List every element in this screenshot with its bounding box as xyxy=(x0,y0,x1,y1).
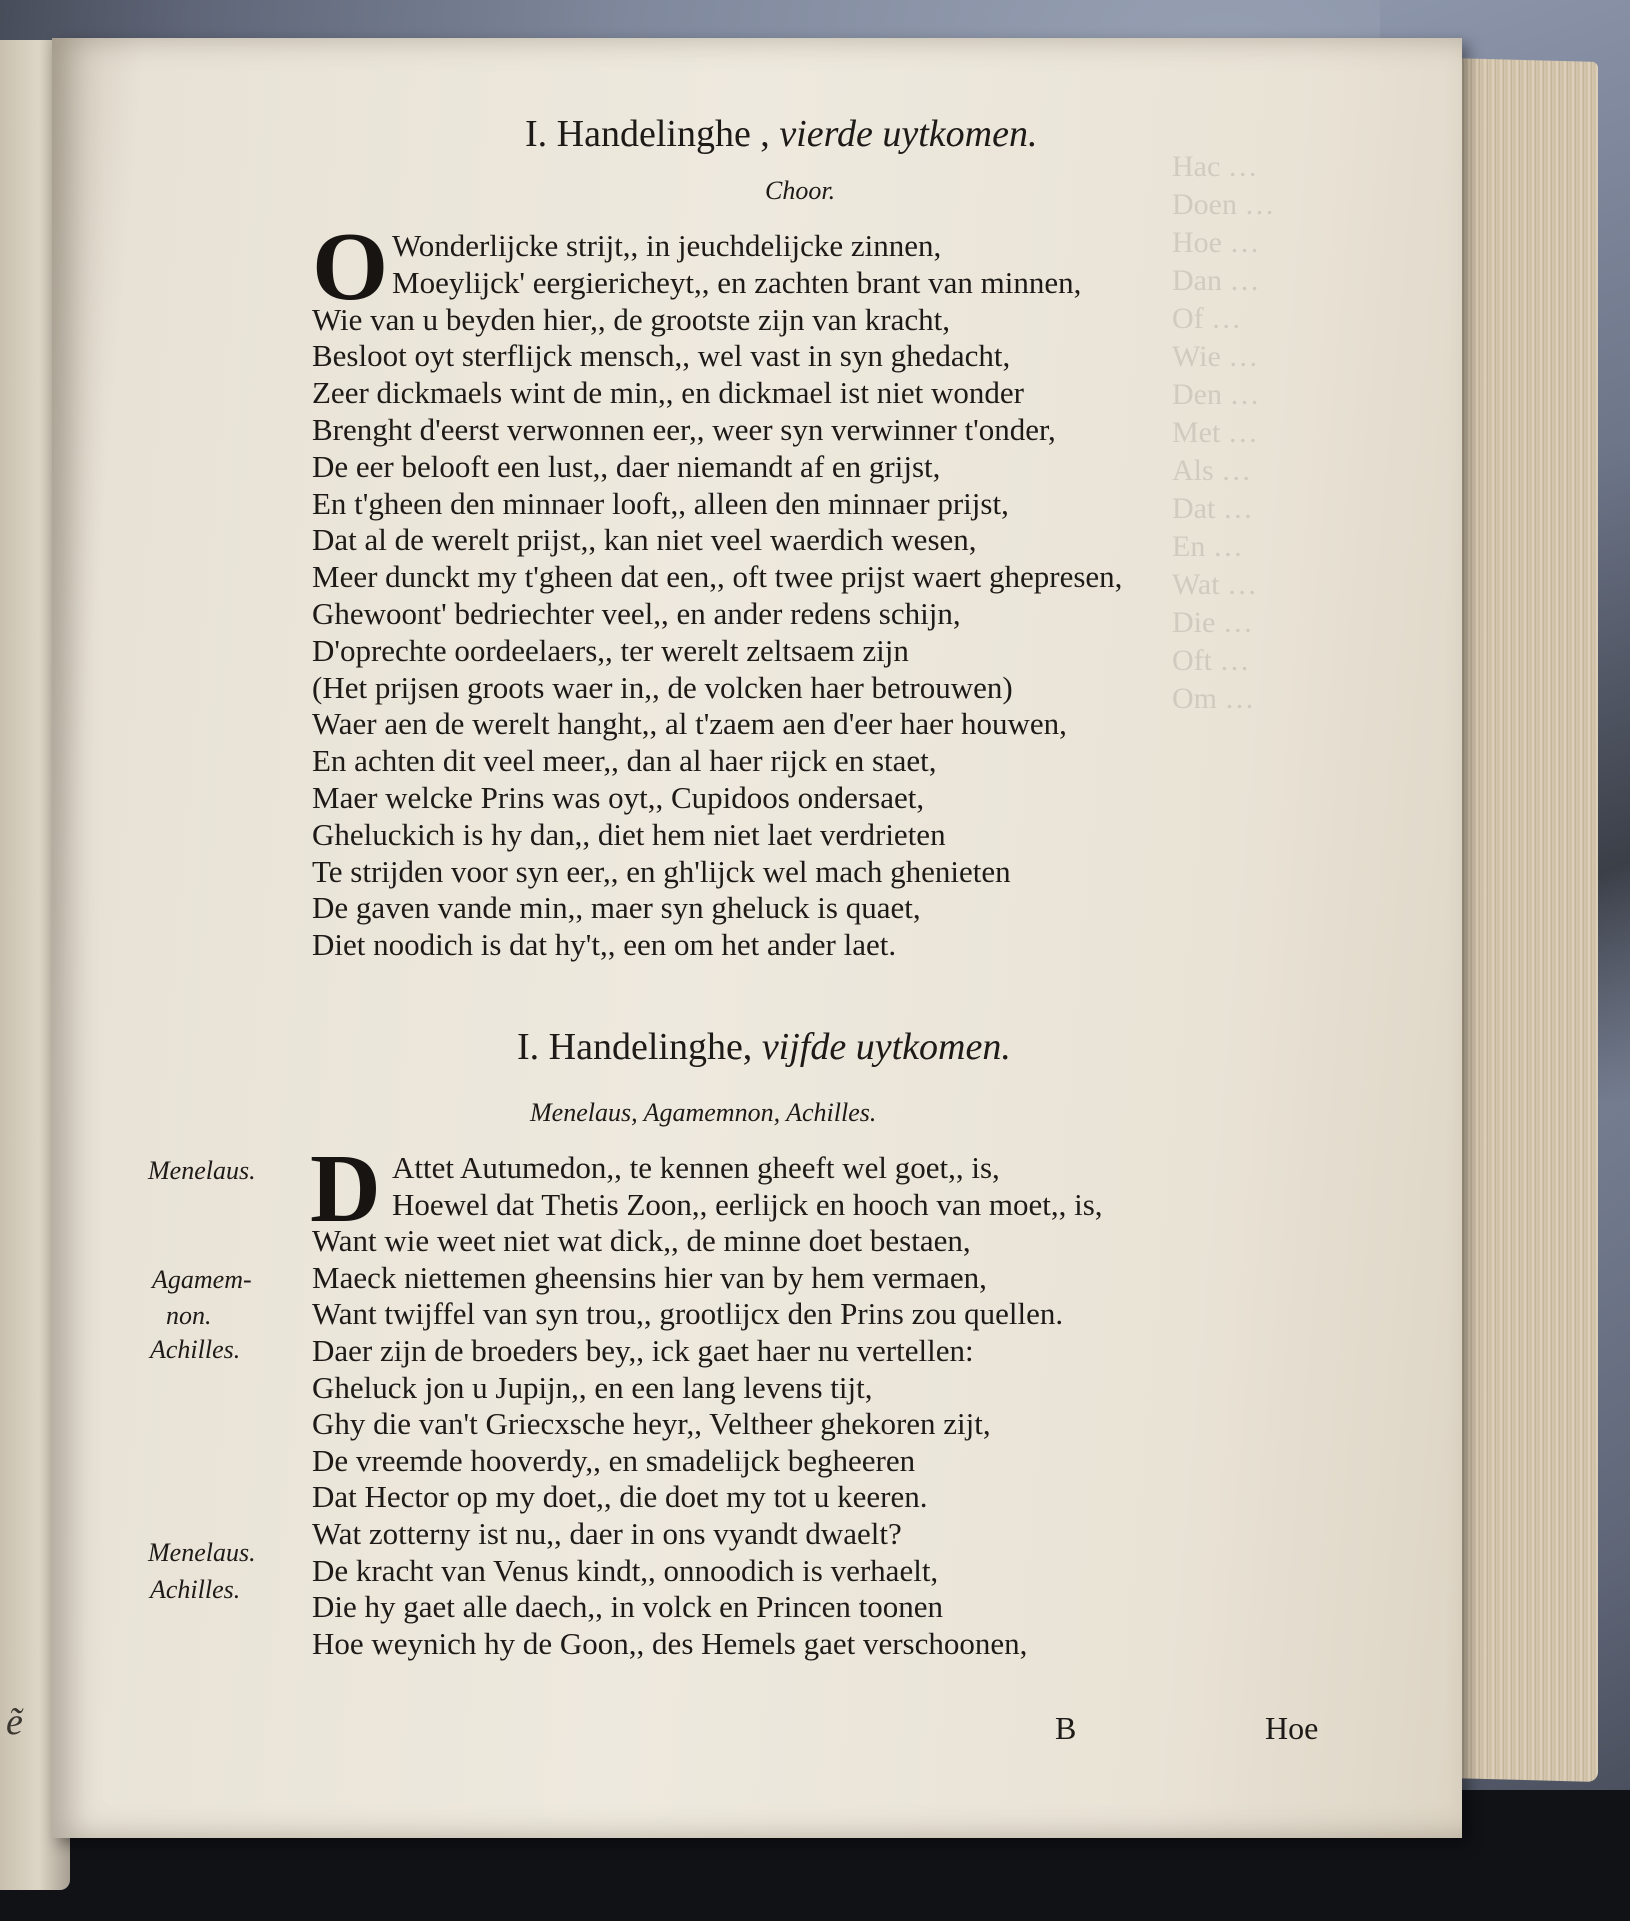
verse-line: Diet noodich is dat hy't,, een om het ander laet. xyxy=(312,927,897,963)
verse-line: Maeck niettemen gheensins hier van by hem vermaen, xyxy=(312,1259,987,1295)
catchword: Hoe xyxy=(1265,1710,1319,1746)
section-heading-2 xyxy=(517,1025,1011,1069)
speaker-label: non. xyxy=(166,1301,212,1330)
verse-line: Dat al de werelt prijst,, kan niet veel waerdich wesen, xyxy=(312,522,977,558)
verse-line: Meer dunckt my t'gheen dat een,, oft twee prijst waert ghepresen, xyxy=(312,559,1123,595)
verse-line: Moeylijck' eergiericheyt,, en zachten brant van minnen, xyxy=(392,264,1082,300)
heading-main: I. Handelinghe , xyxy=(525,113,770,155)
verse-line: Hoe weynich hy de Goon,, des Hemels gaet verschoonen, xyxy=(312,1625,1028,1661)
verse-line: Wie van u beyden hier,, de grootste zijn van kracht, xyxy=(312,301,950,337)
chorus-label: Choor. xyxy=(765,176,836,205)
verse-line: Wonderlijcke strijt,, in jeuchdelijcke zinnen, xyxy=(392,228,942,263)
verse-line: Te strijden voor syn eer,, en gh'lijck wel mach ghenieten xyxy=(312,853,1011,889)
verse-line: Dat Hector op my doet,, die doet my tot u keeren. xyxy=(312,1479,928,1515)
verse-line: Want wie weet niet wat dick,, de minne doet bestaen, xyxy=(312,1223,971,1259)
section-heading-1 xyxy=(525,112,1037,156)
verse-line: Gheluckich is hy dan,, diet hem niet laet verdrieten xyxy=(312,816,946,852)
show-through-text: Hac … Doen … Hoe … Dan … Of … Wie … Den … Met … Als … Dat … En … Wat … Die … Oft … Om … xyxy=(1172,150,1275,715)
verse-line: Ghewoont' bedriechter veel,, en ander redens schijn, xyxy=(312,596,961,631)
speaker-label: Menelaus. xyxy=(148,1156,256,1185)
verse-line: De vreemde hooverdy,, en smadelijck begheeren xyxy=(312,1442,916,1478)
heading-italic: vijfde uytkomen. xyxy=(761,1026,1011,1068)
verse-line: Wat zotterny ist nu,, daer in ons vyandt dwaelt? xyxy=(312,1516,902,1551)
verse-line: D'oprechte oordeelaers,, ter werelt zeltsaem zijn xyxy=(312,632,909,668)
verse-line: Attet Autumedon,, te kennen gheeft wel goet,, is, xyxy=(392,1150,1000,1185)
verse-line: Brenght d'eerst verwonnen eer,, weer syn verwinner t'onder, xyxy=(312,412,1056,447)
verse-line: Want twijffel van syn trou,, grootlijcx den Prins zou quellen. xyxy=(312,1296,1064,1332)
verse-line: En achten dit veel meer,, dan al haer rijck en staet, xyxy=(312,743,937,779)
verse-line: Maer welcke Prins was oyt,, Cupidoos ondersaet, xyxy=(312,780,925,815)
speaker-label: Achilles. xyxy=(150,1575,241,1604)
verse-line: De eer belooft een lust,, daer niemandt af en grijst, xyxy=(312,448,941,484)
verse-line: Die hy gaet alle daech,, in volck en Princen toonen xyxy=(312,1589,943,1625)
verse-line: Hoewel dat Thetis Zoon,, eerlijck en hooch van moet,, is, xyxy=(392,1186,1103,1222)
verse-line: Zeer dickmaels wint de min,, en dickmael ist niet wonder xyxy=(312,375,1024,411)
verse-line: Daer zijn de broeders bey,, ick gaet haer nu vertellen: xyxy=(312,1333,974,1368)
verse-line: De gaven vande min,, maer syn gheluck is quaet, xyxy=(312,890,921,926)
speaker-label: Menelaus. xyxy=(148,1538,256,1567)
heading-italic: vierde uytkomen. xyxy=(779,113,1038,155)
left-page-fragment: ẽ xyxy=(6,1701,23,1743)
drop-cap: O xyxy=(312,213,389,321)
signature-mark: B xyxy=(1055,1710,1077,1746)
drop-cap: D xyxy=(310,1135,381,1243)
speaker-label: Achilles. xyxy=(150,1335,241,1364)
cast-list: Menelaus, Agamemnon, Achilles. xyxy=(530,1098,877,1127)
speaker-label: Agamem- xyxy=(152,1265,252,1294)
verse-line: Waer aen de werelt hanght,, al t'zaem aen d'eer haer houwen, xyxy=(312,706,1067,742)
verse-line: Ghy die van't Griecxsche heyr,, Veltheer ghekoren zijt, xyxy=(312,1406,991,1442)
verse-line: Besloot oyt sterflijck mensch,, wel vast in syn ghedacht, xyxy=(312,338,1011,374)
heading-main: I. Handelinghe, xyxy=(517,1026,753,1068)
verse-line: (Het prijsen groots waer in,, de volcken haer betrouwen) xyxy=(312,669,1013,705)
verse-line: De kracht van Venus kindt,, onnoodich is verhaelt, xyxy=(312,1552,939,1588)
verse-line: Gheluck jon u Jupijn,, en een lang levens tijt, xyxy=(312,1369,873,1405)
verse-line: En t'gheen den minnaer looft,, alleen den minnaer prijst, xyxy=(312,485,1009,521)
